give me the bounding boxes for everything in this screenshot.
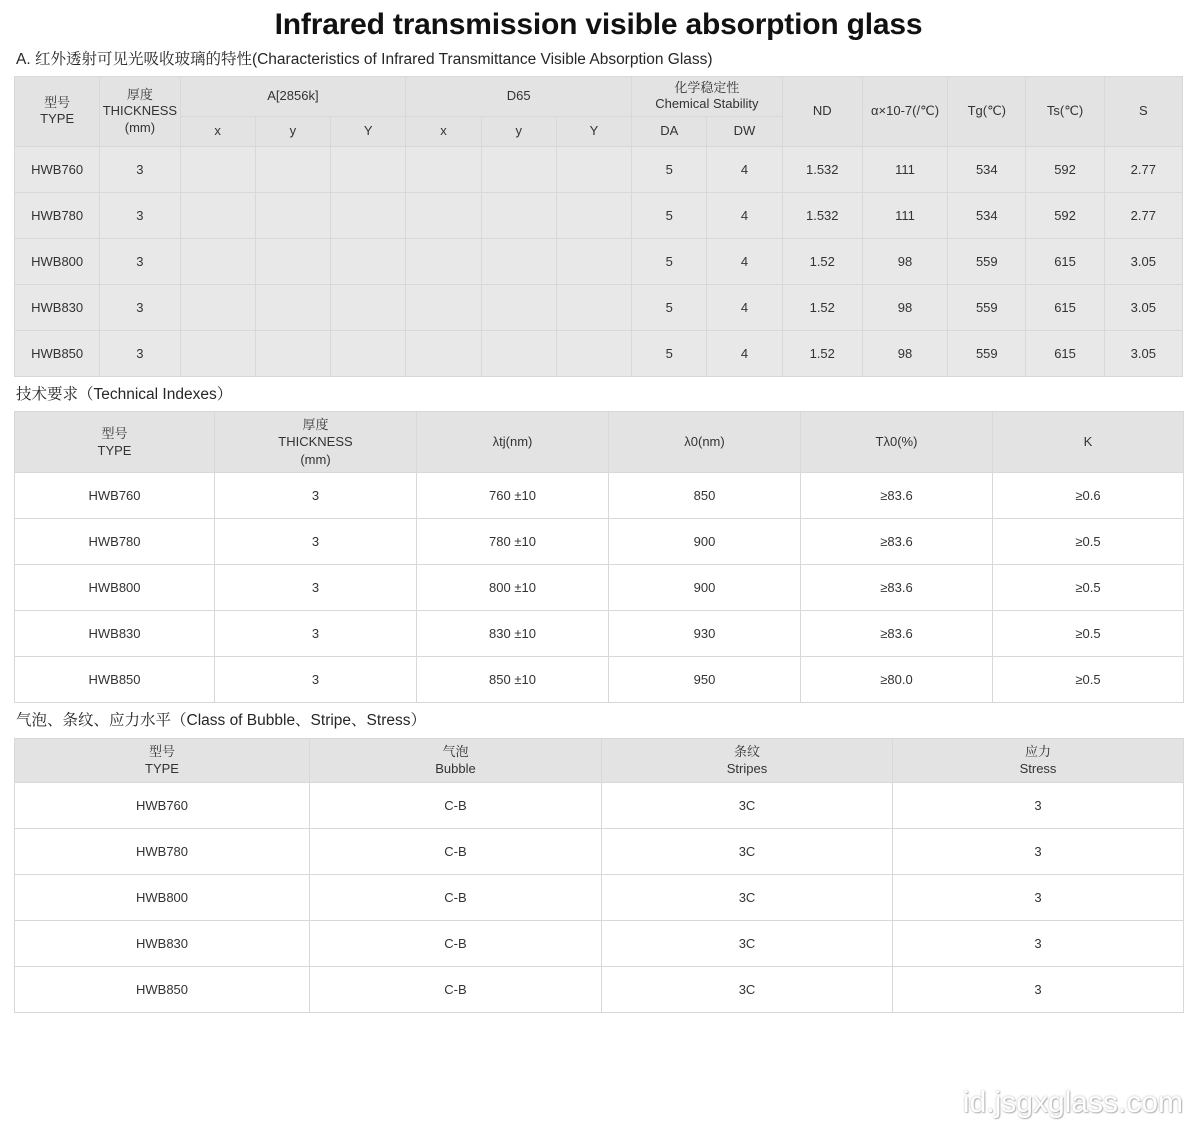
header-d65-y: y <box>481 116 556 146</box>
cell-lambda-tj: 780 ±10 <box>417 519 609 565</box>
header-dw: DW <box>707 116 782 146</box>
header-stress <box>893 738 1184 782</box>
header-lambda-tj: λtj(nm) <box>417 411 609 473</box>
cell-a-Y <box>331 330 406 376</box>
cell-t-lambda0: ≥83.6 <box>801 519 993 565</box>
cell-type: HWB760 <box>15 146 100 192</box>
table-header-row <box>15 738 1184 782</box>
cell-lambda-tj: 800 ±10 <box>417 565 609 611</box>
cell-stripes: 3C <box>602 828 893 874</box>
cell-t-lambda0: ≥83.6 <box>801 473 993 519</box>
header-chem-cn: 化学稳定性 <box>674 80 740 96</box>
page-title: Infrared transmission visible absorption glass <box>274 8 923 41</box>
cell-stress: 3 <box>893 920 1184 966</box>
cell-stress: 3 <box>893 828 1184 874</box>
header-t-lambda0: Tλ0(%) <box>801 411 993 473</box>
cell-a-y <box>255 238 330 284</box>
cell-a-Y <box>331 192 406 238</box>
cell-k: ≥0.5 <box>993 657 1184 703</box>
section-b-caption: 技术要求（Technical Indexes） <box>16 385 233 403</box>
cell-k: ≥0.5 <box>993 565 1184 611</box>
cell-thickness: 3 <box>215 473 417 519</box>
table-row <box>15 966 1184 1012</box>
cell-a-y <box>255 330 330 376</box>
cell-alpha: 98 <box>862 238 947 284</box>
table-row <box>15 874 1184 920</box>
cell-thickness: 3 <box>100 330 180 376</box>
cell-dw: 4 <box>707 146 782 192</box>
cell-type: HWB850 <box>15 966 310 1012</box>
cell-ts: 592 <box>1026 192 1104 238</box>
cell-stripes: 3C <box>602 874 893 920</box>
header-bubble-en: Bubble <box>435 761 476 777</box>
cell-ts: 615 <box>1026 238 1104 284</box>
cell-d65-Y <box>556 284 631 330</box>
cell-da: 5 <box>632 146 707 192</box>
header-thickness-unit: (mm) <box>300 451 331 467</box>
cell-type: HWB850 <box>15 330 100 376</box>
cell-d65-y <box>481 330 556 376</box>
cell-tg: 559 <box>948 284 1026 330</box>
header-stripes <box>602 738 893 782</box>
cell-s: 2.77 <box>1104 146 1182 192</box>
cell-type: HWB800 <box>15 565 215 611</box>
cell-tg: 534 <box>948 192 1026 238</box>
cell-d65-y <box>481 146 556 192</box>
cell-alpha: 111 <box>862 192 947 238</box>
cell-lambda-tj: 760 ±10 <box>417 473 609 519</box>
cell-type: HWB780 <box>15 192 100 238</box>
cell-t-lambda0: ≥83.6 <box>801 565 993 611</box>
cell-dw: 4 <box>707 330 782 376</box>
header-lambda-0: λ0(nm) <box>609 411 801 473</box>
cell-nd: 1.532 <box>782 146 862 192</box>
cell-thickness: 3 <box>215 519 417 565</box>
cell-type: HWB830 <box>15 920 310 966</box>
cell-type: HWB800 <box>15 238 100 284</box>
cell-nd: 1.52 <box>782 238 862 284</box>
table-row <box>15 192 1183 238</box>
cell-dw: 4 <box>707 192 782 238</box>
cell-tg: 534 <box>948 146 1026 192</box>
cell-a-x <box>180 330 255 376</box>
cell-lambda-0: 850 <box>609 473 801 519</box>
table-row <box>15 519 1184 565</box>
cell-bubble: C-B <box>310 920 602 966</box>
cell-lambda-0: 900 <box>609 519 801 565</box>
cell-a-x <box>180 284 255 330</box>
header-d65: D65 <box>406 77 632 117</box>
cell-s: 3.05 <box>1104 238 1182 284</box>
header-tg: Tg(℃) <box>948 77 1026 147</box>
header-chem-en: Chemical Stability <box>655 96 759 112</box>
header-ts: Ts(℃) <box>1026 77 1104 147</box>
cell-k: ≥0.5 <box>993 519 1184 565</box>
table-row <box>15 284 1183 330</box>
cell-a-x <box>180 192 255 238</box>
header-type-cn: 型号 <box>44 95 71 111</box>
table-header-row <box>15 77 1183 117</box>
cell-d65-x <box>406 238 481 284</box>
cell-bubble: C-B <box>310 782 602 828</box>
cell-k: ≥0.6 <box>993 473 1184 519</box>
cell-d65-x <box>406 146 481 192</box>
cell-type: HWB760 <box>15 473 215 519</box>
cell-d65-Y <box>556 330 631 376</box>
cell-lambda-tj: 850 ±10 <box>417 657 609 703</box>
cell-d65-x <box>406 192 481 238</box>
cell-type: HWB830 <box>15 611 215 657</box>
cell-a-Y <box>331 284 406 330</box>
cell-k: ≥0.5 <box>993 611 1184 657</box>
cell-da: 5 <box>632 192 707 238</box>
cell-stress: 3 <box>893 966 1184 1012</box>
header-thickness-cn: 厚度 <box>302 416 329 432</box>
cell-lambda-0: 930 <box>609 611 801 657</box>
header-da: DA <box>632 116 707 146</box>
cell-thickness: 3 <box>215 611 417 657</box>
cell-s: 3.05 <box>1104 284 1182 330</box>
cell-d65-Y <box>556 146 631 192</box>
cell-type: HWB830 <box>15 284 100 330</box>
characteristics-table <box>14 76 1183 377</box>
watermark: id.jsgxglass.com <box>962 1086 1183 1119</box>
table-row <box>15 611 1184 657</box>
header-a-Y: Y <box>331 116 406 146</box>
cell-thickness: 3 <box>100 146 180 192</box>
technical-indexes-table <box>14 411 1184 704</box>
cell-a-y <box>255 284 330 330</box>
cell-d65-y <box>481 192 556 238</box>
header-alpha: α×10-7(/℃) <box>862 77 947 147</box>
header-bubble <box>310 738 602 782</box>
cell-s: 3.05 <box>1104 330 1182 376</box>
header-a-y: y <box>255 116 330 146</box>
header-thickness <box>215 411 417 473</box>
cell-ts: 615 <box>1026 330 1104 376</box>
cell-da: 5 <box>632 284 707 330</box>
cell-da: 5 <box>632 238 707 284</box>
cell-ts: 592 <box>1026 146 1104 192</box>
cell-bubble: C-B <box>310 966 602 1012</box>
header-s: S <box>1104 77 1182 147</box>
cell-tg: 559 <box>948 238 1026 284</box>
table-row <box>15 473 1184 519</box>
cell-nd: 1.52 <box>782 284 862 330</box>
cell-stress: 3 <box>893 782 1184 828</box>
cell-lambda-0: 950 <box>609 657 801 703</box>
cell-dw: 4 <box>707 284 782 330</box>
cell-type: HWB760 <box>15 782 310 828</box>
cell-type: HWB800 <box>15 874 310 920</box>
cell-alpha: 111 <box>862 146 947 192</box>
header-type-cn: 型号 <box>101 425 128 441</box>
cell-tg: 559 <box>948 330 1026 376</box>
cell-d65-y <box>481 284 556 330</box>
cell-lambda-tj: 830 ±10 <box>417 611 609 657</box>
table-row <box>15 565 1184 611</box>
table-row <box>15 238 1183 284</box>
header-type <box>15 77 100 147</box>
header-nd: ND <box>782 77 862 147</box>
cell-a-x <box>180 238 255 284</box>
table-header-row <box>15 411 1184 473</box>
cell-stripes: 3C <box>602 966 893 1012</box>
cell-a-y <box>255 192 330 238</box>
header-type <box>15 738 310 782</box>
header-type <box>15 411 215 473</box>
cell-nd: 1.52 <box>782 330 862 376</box>
header-stripes-en: Stripes <box>726 761 768 777</box>
cell-thickness: 3 <box>100 192 180 238</box>
table-row <box>15 330 1183 376</box>
cell-bubble: C-B <box>310 828 602 874</box>
bubble-stripe-stress-table <box>14 738 1184 1013</box>
header-thickness-en: THICKNESS <box>278 434 353 450</box>
header-stress-en: Stress <box>1019 761 1057 777</box>
header-stripes-cn: 条纹 <box>733 743 760 759</box>
cell-stripes: 3C <box>602 920 893 966</box>
header-a2856k: A[2856k] <box>180 77 406 117</box>
header-type-en: TYPE <box>40 111 75 127</box>
table-row <box>15 657 1184 703</box>
header-type-en: TYPE <box>97 443 132 459</box>
header-thickness-en: THICKNESS <box>102 103 178 119</box>
cell-type: HWB850 <box>15 657 215 703</box>
cell-d65-Y <box>556 238 631 284</box>
cell-t-lambda0: ≥83.6 <box>801 611 993 657</box>
cell-type: HWB780 <box>15 828 310 874</box>
section-a-caption: A. 红外透射可见光吸收玻璃的特性(Characteristics of Infrared Transmittance Visible Absorption Glass) <box>16 51 713 68</box>
cell-alpha: 98 <box>862 330 947 376</box>
cell-alpha: 98 <box>862 284 947 330</box>
cell-bubble: C-B <box>310 874 602 920</box>
table-row <box>15 920 1184 966</box>
header-stress-cn: 应力 <box>1024 743 1051 759</box>
cell-thickness: 3 <box>100 238 180 284</box>
header-d65-Y: Y <box>556 116 631 146</box>
header-type-cn: 型号 <box>148 743 175 759</box>
cell-s: 2.77 <box>1104 192 1182 238</box>
header-chemical-stability <box>632 77 783 117</box>
cell-ts: 615 <box>1026 284 1104 330</box>
cell-d65-x <box>406 284 481 330</box>
cell-a-Y <box>331 238 406 284</box>
cell-d65-x <box>406 330 481 376</box>
cell-stress: 3 <box>893 874 1184 920</box>
cell-d65-y <box>481 238 556 284</box>
cell-lambda-0: 900 <box>609 565 801 611</box>
table-row <box>15 782 1184 828</box>
table-row <box>15 828 1184 874</box>
cell-thickness: 3 <box>215 657 417 703</box>
cell-a-Y <box>331 146 406 192</box>
document-page <box>0 8 1197 1013</box>
header-thickness-unit: (mm) <box>124 119 156 135</box>
cell-stripes: 3C <box>602 782 893 828</box>
header-k: K <box>993 411 1184 473</box>
cell-da: 5 <box>632 330 707 376</box>
header-bubble-cn: 气泡 <box>442 743 469 759</box>
cell-thickness: 3 <box>100 284 180 330</box>
header-type-en: TYPE <box>145 761 179 777</box>
cell-thickness: 3 <box>215 565 417 611</box>
header-d65-x: x <box>406 116 481 146</box>
cell-a-x <box>180 146 255 192</box>
cell-a-y <box>255 146 330 192</box>
section-c-caption: 气泡、条纹、应力水平（Class of Bubble、Stripe、Stress） <box>16 712 426 730</box>
table-row <box>15 146 1183 192</box>
cell-t-lambda0: ≥80.0 <box>801 657 993 703</box>
cell-d65-Y <box>556 192 631 238</box>
header-a-x: x <box>180 116 255 146</box>
cell-dw: 4 <box>707 238 782 284</box>
cell-nd: 1.532 <box>782 192 862 238</box>
cell-type: HWB780 <box>15 519 215 565</box>
header-thickness <box>100 77 180 147</box>
header-thickness-cn: 厚度 <box>126 87 153 103</box>
